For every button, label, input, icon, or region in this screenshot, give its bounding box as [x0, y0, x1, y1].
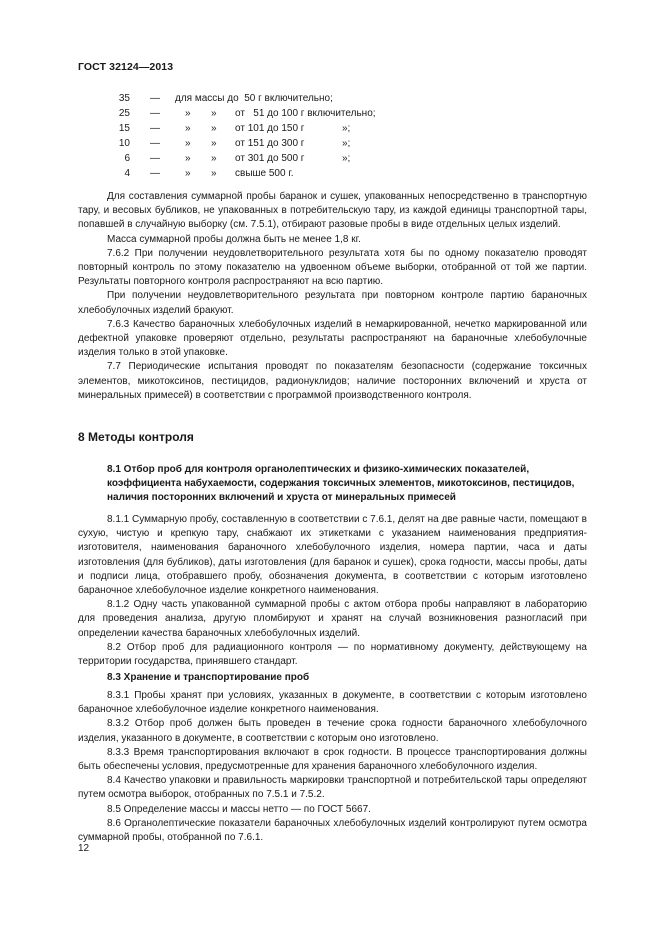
- dash: —: [150, 108, 160, 119]
- ditto-end: »;: [342, 138, 351, 149]
- ditto-mark: »: [185, 108, 191, 119]
- sample-count: 6: [124, 153, 130, 164]
- section8-heading-block: [78, 430, 587, 444]
- table-row: [78, 168, 618, 183]
- dash: —: [150, 93, 160, 104]
- ditto-mark: »: [211, 123, 217, 134]
- ditto-mark: »: [185, 123, 191, 134]
- dash: —: [150, 168, 160, 179]
- ditto-mark: »: [211, 138, 217, 149]
- ditto-end: »;: [342, 123, 351, 134]
- subsection-title-8-1: 8.1 Отбор проб для контроля органолептических и физико-химических показателей, коэффициента набухаемости, содержания токсичных элементов, микотоксинов, пестицидов, наличия посторонних включений и хруста от минеральных примесей: [107, 464, 575, 504]
- table-row: [78, 108, 618, 123]
- mass-range: свыше 500 г.: [235, 168, 294, 179]
- dash: —: [150, 138, 160, 149]
- paragraph-repeat-control: При получении неудовлетворительного результата при повторном контроле партию бараночных хлебобулочных изделий бракуют.: [78, 290, 587, 316]
- mass-condition: для массы до 50 г включительно;: [175, 93, 333, 104]
- subsection-8-3-body: [78, 689, 587, 845]
- section-title: 8 Методы контроля: [78, 430, 194, 444]
- mass-range: от 51 до 100 г включительно;: [235, 108, 376, 119]
- paragraph-7-6-2: 7.6.2 При получении неудовлетворительного результата хотя бы по одному показателю проводят повторный контроль по этому показателю на удвоенном объеме выборки, отобранной от той же партии. Результаты повторного контроля распространяют на всю партию.: [78, 247, 587, 288]
- paragraph-8-1-2: 8.1.2 Одну часть упакованной суммарной пробы с актом отбора пробы направляют в лабораторию для проведения анализа, другую пломбируют и хранят на случай возникновения разногласий при определении качества бараночных хлебобулочных изделий.: [78, 599, 587, 639]
- paragraph-bulk-sample: Для составления суммарной пробы баранок и сушек, упакованных непосредственно в транспортную тару, и весовых бубликов, не упакованных в потребительскую тару, из каждой единицы транспортной тары, попавшей в случайную выборку (см. 7.5.1), отбирают разовые пробы в виде отдельных целых изделий.: [78, 191, 587, 231]
- subsection-title-8-3: 8.3 Хранение и транспортирование проб: [107, 672, 310, 683]
- paragraph-8-6: 8.6 Органолептические показатели бараночных хлебобулочных изделий контролируют путем осмотра суммарной пробы, отобранной по 7.6.1.: [78, 817, 587, 844]
- sample-count: 25: [118, 108, 130, 119]
- paragraph-7-6-3: 7.6.3 Качество бараночных хлебобулочных изделий в немаркированной, нечетко маркированной или дефектной упаковке проверяют отдельно, результаты распространяют на бараночные хлебобулочные изделия только в этой упаковке.: [78, 318, 587, 359]
- paragraph-sample-mass: Масса суммарной пробы должна быть не менее 1,8 кг.: [107, 233, 361, 245]
- ditto-mark: »: [211, 153, 217, 164]
- sample-count: 15: [118, 123, 130, 134]
- sample-count: 10: [118, 138, 130, 149]
- paragraph-8-5: 8.5 Определение массы и массы нетто — по ГОСТ 5667.: [107, 803, 371, 815]
- ditto-mark: »: [211, 108, 217, 119]
- subsection-8-1: [78, 463, 587, 506]
- ditto-end: »;: [342, 153, 351, 164]
- paragraph-8-3-2: 8.3.2 Отбор проб должен быть проведен в течение срока годности бараночного хлебобулочного изделия, указанного в документе, в соответствии с которым оно изготовлено.: [78, 718, 587, 744]
- section7-continuation: [78, 190, 587, 403]
- document-header: ГОСТ 32124—2013: [78, 61, 174, 73]
- dash: —: [150, 123, 160, 134]
- table-row: [78, 138, 618, 153]
- paragraph-8-3-3: 8.3.3 Время транспортирования включают в срок годности. В процессе транспортирования должны быть обеспечены условия, предусмотренные для хранения бараночного хлебобулочного изделия.: [78, 746, 587, 773]
- paragraph-7-7: 7.7 Периодические испытания проводят по показателям безопасности (содержание токсичных элементов, микотоксинов, пестицидов, радионуклидов; наличие посторонних включений и хруста от минеральных примесей) в соответствии с программой производственного контроля.: [78, 361, 587, 401]
- mass-range: от 101 до 150 г: [235, 123, 305, 134]
- paragraph-8-1-1: 8.1.1 Суммарную пробу, составленную в соответствии с 7.6.1, делят на две равные части, помещают в сухую, чистую и крепкую тару, снабжают их этикетками с указанием наименования предприятия-изготовителя, наименования бараночного хлебобулочного изделия, номера партии, часа и даты изготовления (для бубликов), даты изготовления (для баранок и сушек), срока годности, массы пробы, даты и подписи лица, отобравшего пробу, обозначения документа, в соответствии с которым изготовлено бараночное хлебобулочное изделие конкретного наименования.: [78, 514, 587, 597]
- mass-range: от 301 до 500 г: [235, 153, 305, 164]
- page-number: 12: [78, 843, 90, 854]
- ditto-mark: »: [185, 153, 191, 164]
- dash: —: [150, 153, 160, 164]
- table-row: [78, 153, 618, 168]
- paragraph-8-2: 8.2 Отбор проб для радиационного контроля — по нормативному документу, действующему на территории государства, принявшего стандарт.: [78, 641, 587, 668]
- paragraph-8-4: 8.4 Качество упаковки и правильность маркировки транспортной и потребительской тары определяют путем осмотра выборок, отобранных по 7.5.1 и 7.5.2.: [78, 775, 587, 801]
- table-row: [78, 123, 618, 138]
- ditto-mark: »: [185, 138, 191, 149]
- mass-range: от 151 до 300 г: [235, 138, 305, 149]
- sample-count: 35: [118, 93, 130, 104]
- sample-count-table: [78, 93, 618, 183]
- subsection-8-3-heading: [78, 671, 587, 685]
- table-row: [78, 93, 618, 108]
- sample-count: 4: [124, 168, 130, 179]
- ditto-mark: »: [185, 168, 191, 179]
- section8-body: [78, 513, 587, 669]
- paragraph-8-3-1: 8.3.1 Пробы хранят при условиях, указанных в документе, в соответствии с которым изготовлено бараночное хлебобулочное изделие конкретного наименования.: [78, 690, 587, 716]
- ditto-mark: »: [211, 168, 217, 179]
